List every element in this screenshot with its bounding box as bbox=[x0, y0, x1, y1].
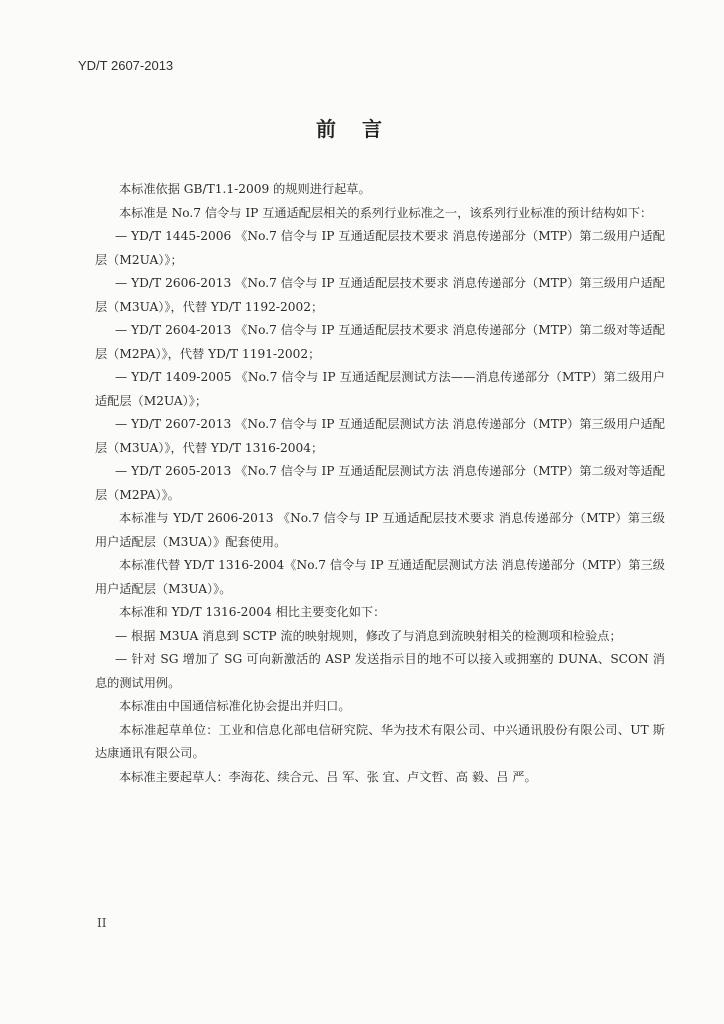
page-title: 前言 bbox=[316, 117, 408, 141]
list-item: — 根据 M3UA 消息到 SCTP 流的映射规则，修改了与消息到流映射相关的检测项和检验点； bbox=[115, 628, 622, 643]
paragraph: 本标准由中国通信标准化协会提出并归口。 bbox=[119, 699, 351, 713]
list-item: — YD/T 2606-2013 《No.7 信令与 IP 互通适配层技术要求 消息传递部分（MTP）第三级用户适配层（M3UA）》，代替 YD/T 1192-2002； bbox=[95, 276, 665, 314]
document-code: YD/T 2607-2013 bbox=[78, 58, 174, 73]
paragraph: 本标准是 No.7 信令与 IP 互通适配层相关的系列行业标准之一，该系列行业标准的预计结构如下： bbox=[119, 205, 653, 220]
page-number: II bbox=[97, 916, 107, 930]
list-item: — YD/T 2607-2013 《No.7 信令与 IP 互通适配层测试方法 消息传递部分（MTP）第三级用户适配层（M3UA）》，代替 YD/T 1316-2004； bbox=[95, 417, 665, 455]
paragraph: 本标准和 YD/T 1316-2004 相比主要变化如下： bbox=[119, 605, 386, 619]
list-item: — YD/T 1409-2005 《No.7 信令与 IP 互通适配层测试方法——消息传递部分（MTP）第二级用户适配层（M2UA）》； bbox=[95, 370, 665, 408]
list-item: — 针对 SG 增加了 SG 可向新激活的 ASP 发送指示目的地不可以接入或拥塞的 DUNA、SCON 消息的测试用例。 bbox=[95, 652, 665, 690]
document-body bbox=[95, 178, 665, 789]
paragraph: 本标准起草单位：工业和信息化部电信研究院、华为技术有限公司、中兴通讯股份有限公司、UT 斯达康通讯有限公司。 bbox=[95, 722, 665, 760]
paragraph: 本标准代替 YD/T 1316-2004《No.7 信令与 IP 互通适配层测试方法 消息传递部分（MTP）第三级用户适配层（M3UA）》。 bbox=[95, 558, 665, 596]
paragraph: 本标准依据 GB/T1.1-2009 的规则进行起草。 bbox=[119, 182, 371, 196]
list-item: — YD/T 2605-2013 《No.7 信令与 IP 互通适配层测试方法 消息传递部分（MTP）第二级对等适配层（M2PA）》。 bbox=[95, 464, 665, 502]
list-item: — YD/T 2604-2013 《No.7 信令与 IP 互通适配层技术要求 消息传递部分（MTP）第二级对等适配层（M2PA）》，代替 YD/T 1191-2002； bbox=[95, 323, 665, 361]
paragraph: 本标准与 YD/T 2606-2013 《No.7 信令与 IP 互通适配层技术要求 消息传递部分（MTP）第三级用户适配层（M3UA）》配套使用。 bbox=[95, 511, 665, 549]
paragraph: 本标准主要起草人：李海花、续合元、吕 军、张 宜、卢文哲、高 毅、吕 严。 bbox=[119, 769, 537, 784]
list-item: — YD/T 1445-2006 《No.7 信令与 IP 互通适配层技术要求 消息传递部分（MTP）第二级用户适配层（M2UA）》； bbox=[95, 229, 665, 267]
